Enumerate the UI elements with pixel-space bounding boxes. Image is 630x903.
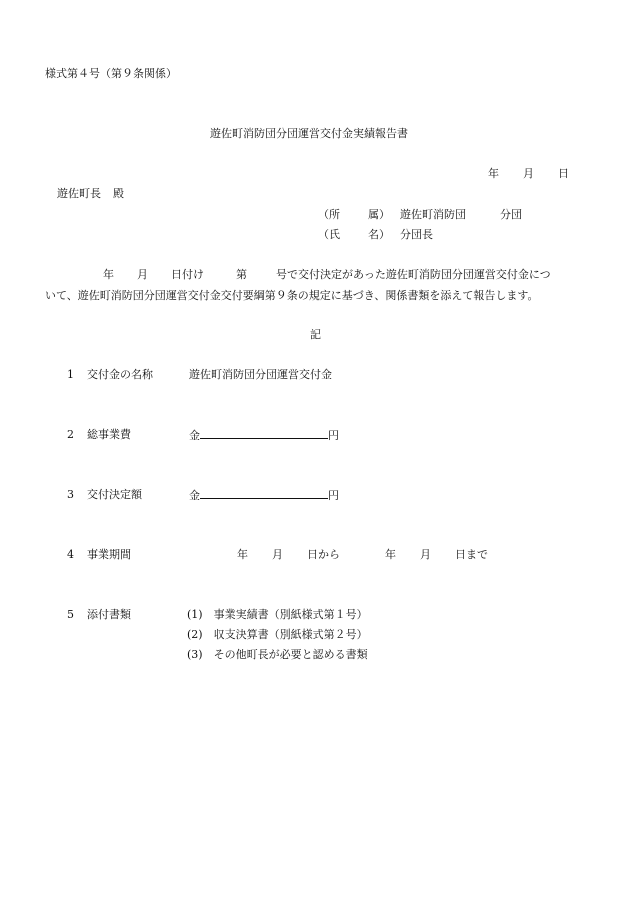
body-day-suffix: 日付け (171, 268, 204, 281)
item-4-period (237, 549, 488, 560)
period-from-year: 年 (237, 548, 248, 561)
item-4-label: 事業期間 (87, 548, 131, 561)
addressee-honorific: 殿 (113, 187, 124, 200)
item-3-amount-line (200, 489, 328, 499)
item-2-amount-line (200, 429, 328, 439)
item-3-kin: 金 (189, 489, 200, 502)
affiliation-label-open: （所 (318, 208, 340, 221)
body-line1-rest: 号で交付決定があった遊佐町消防団分団運営交付金につ (276, 268, 551, 281)
item-3-number: 3 (67, 488, 74, 501)
affiliation-unit: 分団 (500, 208, 522, 221)
period-to-year: 年 (385, 548, 396, 561)
date-year: 年 (488, 167, 499, 180)
period-from-month: 月 (272, 548, 283, 561)
applicant-name (318, 229, 433, 240)
name-label-open: （氏 (318, 228, 340, 241)
date-day: 日 (558, 167, 569, 180)
date-month: 月 (523, 167, 534, 180)
item-2-yen: 円 (328, 429, 339, 442)
item-2-kin: 金 (189, 429, 200, 442)
item-1-label: 交付金の名称 (87, 368, 153, 381)
name-value: 分団長 (400, 228, 433, 241)
addressee (57, 188, 124, 199)
item-3-yen: 円 (328, 489, 339, 502)
item-2-amount (189, 429, 339, 441)
period-to-day: 日まで (455, 548, 488, 561)
item-4-number: 4 (67, 548, 74, 561)
item-1-value: 遊佐町消防団分団運営交付金 (189, 368, 332, 381)
name-label-close: 名） (368, 228, 390, 241)
affiliation-label-close: 属） (368, 208, 390, 221)
item-5-number: 5 (67, 608, 74, 621)
document-title: 遊佐町消防団分団運営交付金実績報告書 (210, 127, 408, 140)
ki-heading: 記 (310, 328, 321, 341)
item-2-label: 総事業費 (87, 428, 131, 441)
period-from-day: 日から (307, 548, 340, 561)
attachment-item: (1) 事業実績書（別紙様式第１号） (187, 608, 368, 621)
body-line-1 (103, 269, 551, 280)
body-line-2: いて、遊佐町消防団分団運営交付金交付要綱第９条の規定に基づき、関係書類を添えて報告します。 (45, 289, 539, 302)
attachment-item: (2) 収支決算書（別紙様式第２号） (187, 628, 368, 641)
applicant-affiliation (318, 209, 522, 220)
item-2-number: 2 (67, 428, 74, 441)
affiliation-org: 遊佐町消防団 (400, 208, 466, 221)
body-year: 年 (103, 268, 114, 281)
item-3-label: 交付決定額 (87, 488, 142, 501)
item-5-label: 添付書類 (87, 608, 131, 621)
item-3-amount (189, 489, 339, 501)
item-1-number: 1 (67, 368, 74, 381)
report-date (488, 168, 569, 179)
attachment-item: (3) その他町長が必要と認める書類 (187, 648, 368, 661)
addressee-name: 遊佐町長 (57, 187, 101, 200)
body-month: 月 (137, 268, 148, 281)
body-number-prefix: 第 (236, 268, 247, 281)
period-to-month: 月 (420, 548, 431, 561)
form-number: 様式第４号（第９条関係） (45, 67, 177, 80)
